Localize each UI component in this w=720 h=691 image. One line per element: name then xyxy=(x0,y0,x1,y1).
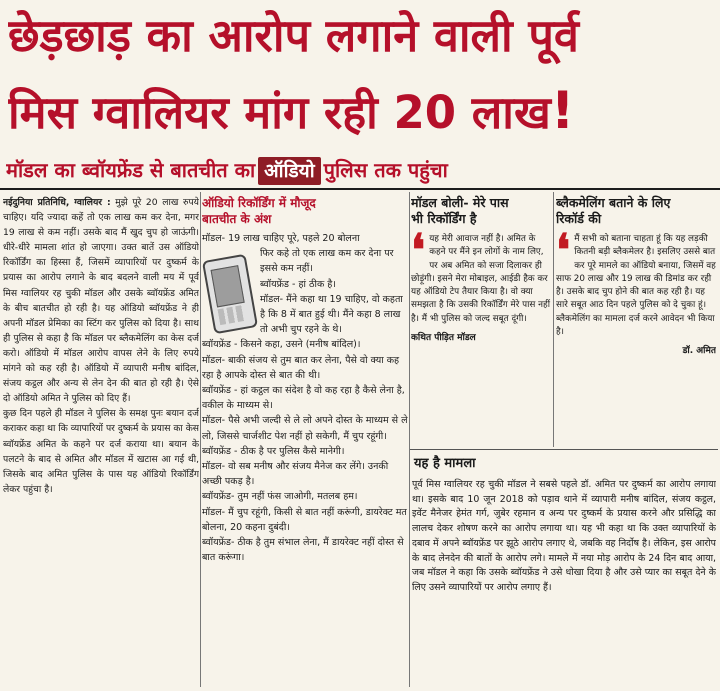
transcript-heading-line-2: बातचीत के अंश xyxy=(202,212,272,226)
dialogue-line: मॉडल- वो सब मनीष और संजय मैनेज कर लेंगे। उनकी अच्छी पकड़ है। xyxy=(202,461,389,488)
column-divider-2 xyxy=(409,192,410,687)
column-divider-1 xyxy=(200,192,201,687)
case-background-heading: यह है मामला xyxy=(414,456,476,471)
case-background-box xyxy=(412,452,716,687)
headline-exclamation: ! xyxy=(550,81,575,141)
story-paragraph-1-text: मुझे पूरे 20 लाख रुपये चाहिए। यदि ज्यादा कहें तो एक लाख कम कर देना, मगर 19 लाख से कम नहीं। उसके बाद मैं खुद चुप हो जाऊंगी। धीरे-धीरे मामला शांत हो जाएगा। उक्त बातें उस ऑडियो रिकॉर्डिंग का हिस्सा हैं, जिसमें व्यापारियों पर दुष्कर्म के प्रयास का आरोप लगाने के बाद बदलने वाली मय में पूर्व मिस ग्वालियर रह चुकी मॉडल और उसके ब्वॉयफ्रेंड अमित के बीच बातचीत हो रही है। यह ऑडियो ब्वॉयफ्रेंड ने ही अपनी मॉडल प्रेमिका का स्टिंग कर पुलिस को दिया है। साथ ही पुलिस से कहा है कि मॉडल पर ब्लैकमेलिंग का केस दर्ज करो। ऑडियो में मॉडल आरोप वापस लेने के लिए रुपये मांगने को कह रही है। ऑडियो में व्यापारी मनीष बांदिल, संजय कट्ठल और अन्य से लेन देन की बात हो रही है। ऐसे दो ऑडियो अमित ने पुलिस को दिए हैं। xyxy=(3,197,199,405)
box-divider xyxy=(410,449,718,450)
dialogue-line: मॉडल- बाकी संजय से तुम बात कर लेना, पैसे वो क्या कह रहा है आपके दोस्त से बात की थी। xyxy=(202,354,400,381)
dialogue-line: मॉडल- मैं चुप रहूंगी, किसी से बात नहीं करूंगी, डायरेक्ट मत बोलना, 20 कहना दुबंदी। xyxy=(202,506,407,533)
dialogue-line: ब्वॉयफ्रेंड- ठीक है तुम संभाल लेना, मैं डायरेक्ट नहीं दोस्त से बात करूंगा। xyxy=(202,537,404,564)
headline-line-2-text: मिस ग्वालियर मांग रही 20 लाख xyxy=(8,86,551,139)
model-statement-heading xyxy=(411,195,551,227)
dialogue-line: मॉडल- मैंने कहा था 19 चाहिए, वो कहता है कि 8 में बात हुई थी। मैंने कहा 8 लाख तो अभी चुप रहने के थे। xyxy=(260,293,403,336)
story-byline: नईदुनिया प्रतिनिधि, ग्वालियर : xyxy=(3,197,111,208)
audio-highlight-badge: ऑडियो xyxy=(258,157,320,185)
sub-headline-before: मॉडल का ब्वॉयफ्रेंड से बातचीत का xyxy=(6,158,256,182)
model-statement-heading-line-1: मॉडल बोली- मेरे पास xyxy=(411,195,509,210)
dialogue-line: ब्वॉयफ्रेंड - ठीक है पर पुलिस कैसे मानेगी। xyxy=(202,445,345,457)
model-statement-heading-line-2: भी रिकॉर्डिंग है xyxy=(411,211,477,226)
dialogue-line: मॉडल- 19 लाख चाहिए पूरे, पहले 20 बोलना xyxy=(202,233,360,244)
model-statement-box xyxy=(411,195,551,447)
story-paragraph-1 xyxy=(3,195,199,406)
main-story-column xyxy=(3,195,199,689)
model-statement-attribution: कथित पीड़ित मॉडल xyxy=(411,333,476,344)
boyfriend-statement-heading xyxy=(556,195,716,227)
boyfriend-statement-quote: मैं सभी को बताना चाहता हूं कि यह लड़की कितनी बड़ी ब्लैकमेलर है। इसलिए उससे बात कर पूरे मामले का ऑडियो बनाया, जिसमें वह साफ 20 लाख और 19 लाख की डिमांड कर रही है। उसके बाद चुप होने की बात कह रही है। यह सारे सबूत आठ दिन पहले पुलिस को दे चुका हूं। ब्लैकमेलिंग का मामला दर्ज करने आवेदन भी किया है। xyxy=(556,234,716,338)
audio-transcript-box xyxy=(202,195,408,689)
dialogue-line: ब्वॉयफ्रेंड - हां ठीक है। xyxy=(260,278,336,290)
boyfriend-statement-heading-line-2: रिकॉर्ड की xyxy=(556,211,602,226)
case-background-text: पूर्व मिस ग्वालियर रह चुकी मॉडल ने सबसे पहले डॉ. अमित पर दुष्कर्म का आरोप लगाया था। इसके बाद 10 जून 2018 को पड़ाव थाने में व्यापारी मनीष बांदिल, संजय कट्ठल, इवेंट मैनेजर हेमंत गर्ग, जुबेर रहमान व अन्य पर दुष्कर्म के प्रयास करने और प्रसिद्धि का लालच देकर शोषण करने का आरोप लगाया था। यह भी कहा था कि उक्त व्यापारियों के दबाव में अपने ब्वॉयफ्रेंड पर झूठे आरोप लगाए थे, जबकि वह निर्दोष है। लेकिन, इस आरोप के बाद लेनदेन की बातों के आरोप लगे। मामले में नया मोड़ आरोप के 24 दिन बाद आया, जब मॉडल ने कहा कि उसके ब्वॉयफ्रेंड ने उसे धोखा दिया है और उसे प्यार का सबूत देने के लिए उसने व्यापारियों पर आरोप लगाए हैं। xyxy=(412,479,716,593)
transcript-heading-line-1: ऑडियो रिकॉर्डिंग में मौजूद xyxy=(202,196,316,210)
quote-mark-icon: ❛ xyxy=(556,225,571,276)
boyfriend-statement-attribution: डॉ. अमित xyxy=(682,346,716,357)
dialogue-line: ब्वॉयफ्रेंड - हां कट्ठल का संदेश है वो कह रहा है कैसे लेना है, वकील के माध्यम से। xyxy=(202,385,405,412)
top-divider xyxy=(0,188,720,190)
boyfriend-statement-heading-line-1: ब्लैकमेलिंग बताने के लिए xyxy=(556,195,671,210)
headline-line-2 xyxy=(8,80,712,144)
headline-line-1: छेड़छाड़ का आरोप लगाने वाली पूर्व xyxy=(8,9,579,62)
boyfriend-statement-box xyxy=(556,195,716,447)
transcript-heading xyxy=(202,195,408,227)
column-divider-3 xyxy=(553,192,554,447)
dialogue-line: फिर कहे तो एक लाख कम कर देना पर इससे कम नहीं। xyxy=(260,248,394,275)
model-statement-quote: यह मेरी आवाज नहीं है। अमित के कहने पर मैंने इन लोगों के नाम लिए, पर अब अमित को सजा दिलाकर ही छोड़ूंगी। इसने मेरा मोबाइल, आईडी हैक कर यह ऑडियो टेप तैयार किया है। वो क्या समझता है कि उसकी रिकॉर्डिंग मेरे पास नहीं है। मैं भी पुलिस को जल्द सबूत दूंगी। xyxy=(411,234,550,324)
dialogue-line: ब्वॉयफ्रेंड - किसने कहा, उसने (मनीष बांदिल)। xyxy=(202,339,361,351)
story-paragraph-2: कुछ दिन पहले ही मॉडल ने पुलिस के समक्ष पुनः बयान दर्ज कराकर कहा था कि व्यापारियों पर दुष्कर्म के प्रयास का केस ब्वॉयफ्रेंड अमित के कहने पर दर्ज कराया था। बयान के पलटने के बाद से अमित और मॉडल में खटास आ गई थी, जिसके बाद अमित पुलिस के पास यह ऑडियो रिकॉर्डिंग लेकर पहुंचा है। xyxy=(3,408,199,495)
sub-headline xyxy=(6,154,714,186)
sub-headline-after: पुलिस तक पहुंचा xyxy=(323,158,448,182)
quote-mark-icon: ❛ xyxy=(411,225,426,276)
dialogue-line: ब्वॉयफ्रेंड- तुम नहीं फंस जाओगी, मतलब हम। xyxy=(202,491,358,503)
dialogue-line: मॉडल- पैसे अभी जल्दी से ले लो अपने दोस्त के माध्यम से ले लो, जिससे चार्जशीट पेश नहीं हो सकेगी, मैं चुप रहूंगी। xyxy=(202,415,408,442)
